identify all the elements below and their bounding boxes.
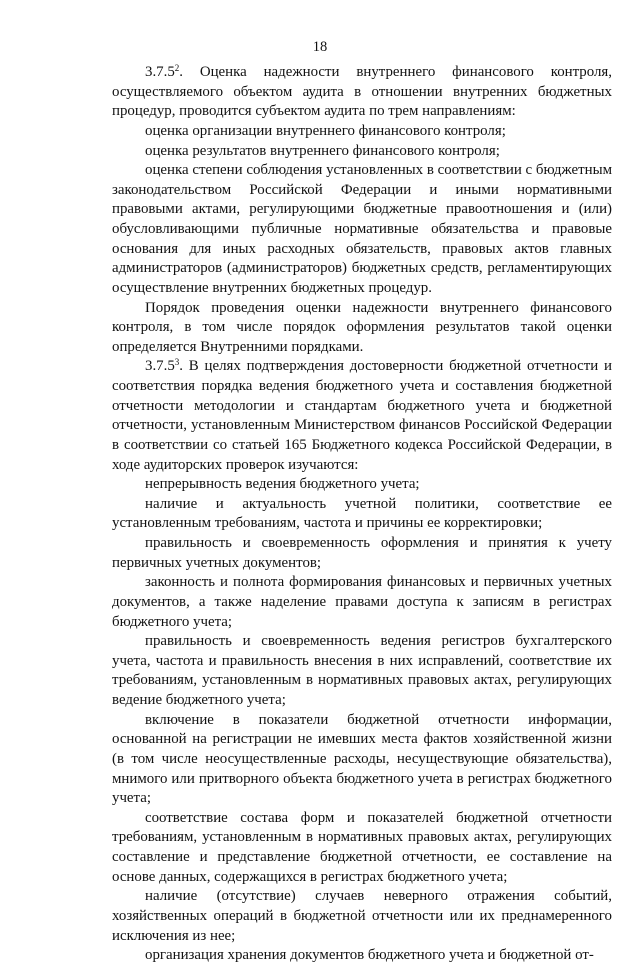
list-item: правильность и своевременность оформления и принятия к учету первичных учетных документов; [112, 535, 612, 571]
clause-superscript: 2 [174, 63, 180, 73]
clause-number: 3.7.5 [145, 358, 175, 375]
clause-superscript: 3 [174, 357, 180, 368]
list-item: наличие и актуальность учетной политики, соответствие ее установленным требованиям, частота и причины ее корректировки; [112, 495, 612, 532]
list-item: законность и полнота формирования финансовых и первичных учетных документов, а также наделение правами доступа к записям в регистрах бюджетного учета; [112, 574, 612, 630]
list-item: соответствие состава форм и показателей бюджетной отчетности требованиям, установленным в нормативных правовых актах, регулирующих составление и представление бюджетной отчетности, ее составление на основе данных, содержащихся в регистрах бюджетного учета; [112, 809, 612, 885]
paragraph: Порядок проведения оценки надежности внутреннего финансового контроля, в том числе порядок оформления результатов такой оценки определяется Внутренними порядками. [112, 299, 612, 355]
list-item: непрерывность ведения бюджетного учета; [145, 476, 420, 493]
paragraph-text: . Оценка надежности внутреннего финансового контроля, осуществляемого объектом аудита в отношении внутренних бюджетных процедур, проводится субъектом аудита по трем направлениям: [112, 64, 612, 120]
paragraph-3-7-5-2 [112, 63, 612, 122]
list-item: организация хранения документов бюджетного учета и бюджетной от- [145, 947, 594, 964]
page-number: 18 [312, 39, 328, 55]
clause-number: 3.7.5 [145, 64, 175, 80]
list-item: оценка результатов внутреннего финансового контроля; [145, 142, 500, 159]
paragraph-text: . В целях подтверждения достоверности бюджетной отчетности и соответствия порядка ведения бюджетного учета и составления бюджетной отчетности методологии и стандартам бюджетного учета и бюджетной отчетности, установленным Министерством финансов Российской Федерации в соответствии со статьей 165 Бюджетного кодекса Российской Федерации, в ходе аудиторских проверок изучаются: [112, 358, 612, 473]
list-item: правильность и своевременность ведения регистров бухгалтерского учета, частота и правильность внесения в них исправлений, соответствие их требованиям, установленным в нормативных правовых актах, регулирующих ведение бюджетного учета; [112, 633, 612, 708]
document-body [112, 63, 612, 966]
list-item: оценка степени соблюдения установленных в соответствии с бюджетным законодательством Российской Федерации и иными нормативными правовыми актами, регулирующими бюджетные правоотношения и (или) обусловливающими публичные нормативные обязательства и правовые основания для иных расходных обязательств, правовых актов главных администраторов (администраторов) бюджетных средств, регламентирующих осуществление внутренних бюджетных процедур. [112, 162, 612, 296]
paragraph-3-7-5-3 [112, 357, 612, 475]
list-item: наличие (отсутствие) случаев неверного отражения событий, хозяйственных операций в бюджетной отчетности или их преднамеренного исключения из нее; [112, 888, 612, 944]
list-item: оценка организации внутреннего финансового контроля; [145, 122, 506, 139]
list-item: включение в показатели бюджетной отчетности информации, основанной на регистрации не имевших места фактов хозяйственной жизни (в том числе неосуществленные расходы, несуществующие обязательства), мнимого или притворного объекта бюджетного учета в регистрах бюджетного учета; [112, 711, 612, 807]
